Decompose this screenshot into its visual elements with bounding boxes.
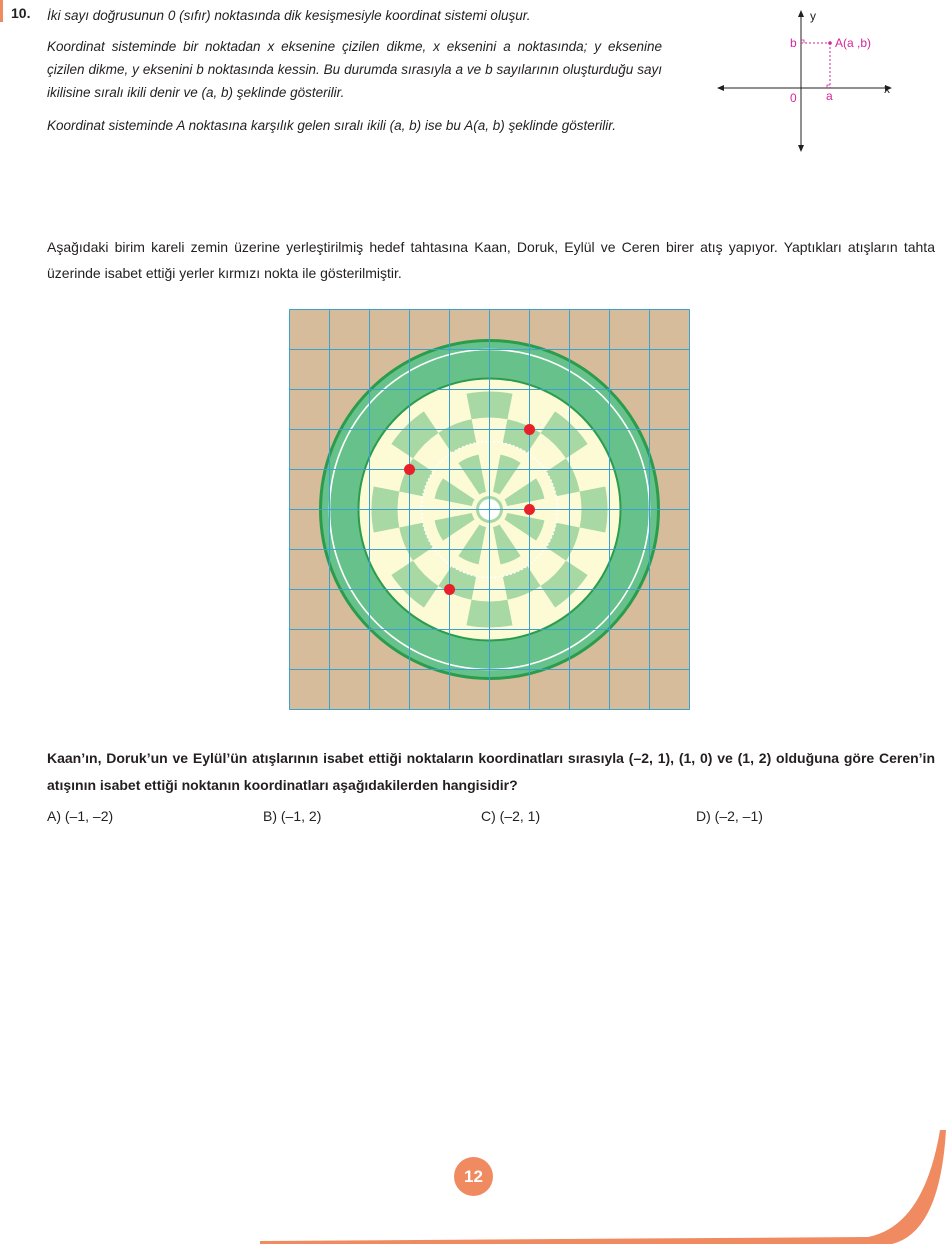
a-label: a [826,89,833,103]
scenario-text: Aşağıdaki birim kareli zemin üzerine yerleştirilmiş hedef tahtasına Kaan, Doruk, Eylül ve Ceren birer atış yapıyor. Yaptıkları atışların tahta üzerinde isabet ettiği yerler kırmızı nokta ile gösterilmiştir. [47,239,935,281]
origin-label: 0 [790,91,797,105]
x-axis-label: x [884,82,890,96]
intro-sentence: İki sayı doğrusunun 0 (sıfır) noktasında dik kesişmesiyle koordinat sistemi oluşur. [47,8,531,23]
question-prompt: Kaan’ın, Doruk’un ve Eylül’ün atışlarının isabet ettiği noktaların koordinatları sırasıyla (–2, 1), (1, 0) ve (1, 2) olduğuna göre Ceren’in atışının isabet ettiği noktanın koordinatları aşağıdakilerden hangisidir? [47,750,935,793]
option-b[interactable]: B) (–1, 2) [263,808,322,824]
hit-point-2 [524,424,535,435]
option-d[interactable]: D) (–2, –1) [696,808,763,824]
x-axis-left-arrow [717,85,724,91]
question-number: 10. [11,5,31,21]
option-c[interactable]: C) (–2, 1) [481,808,541,824]
intro-paragraph-point-notation: Koordinat sisteminde A noktasına karşılık gelen sıralı ikili (a, b) ise bu A(a, b) şeklinde gösterilir. [47,118,616,133]
hit-point-3 [524,504,535,515]
footer-blank [258,1130,946,1255]
b-label: b [790,36,797,50]
page-number-badge: 12 [454,1157,493,1196]
y-axis-bottom-arrow [798,145,804,152]
footer-accent-curve [260,1130,946,1244]
hit-point-4 [444,584,455,595]
point-a-label: A(a ,b) [835,36,872,50]
point-a-dot [828,41,832,45]
hit-point-1 [404,464,415,475]
y-axis-label: y [810,9,816,23]
dartboard-grid-figure [288,308,691,711]
intro-paragraph-ordered-pair: Koordinat sisteminde bir noktadan x eksenine çizilen dikme, x eksenini a noktasında; y eksenine çizilen dikme, y eksenini b noktasında kessin. Bu durumda sırasıyla a ve b sayılarının oluşturduğu sayı ikilisine sıralı ikili denir ve (a, b) şeklinde gösterilir. [47,39,662,100]
corner-accent [0,0,3,22]
option-a[interactable]: A) (–1, –2) [47,808,114,824]
coordinate-system-figure [712,4,902,154]
y-axis-top-arrow [798,10,804,17]
